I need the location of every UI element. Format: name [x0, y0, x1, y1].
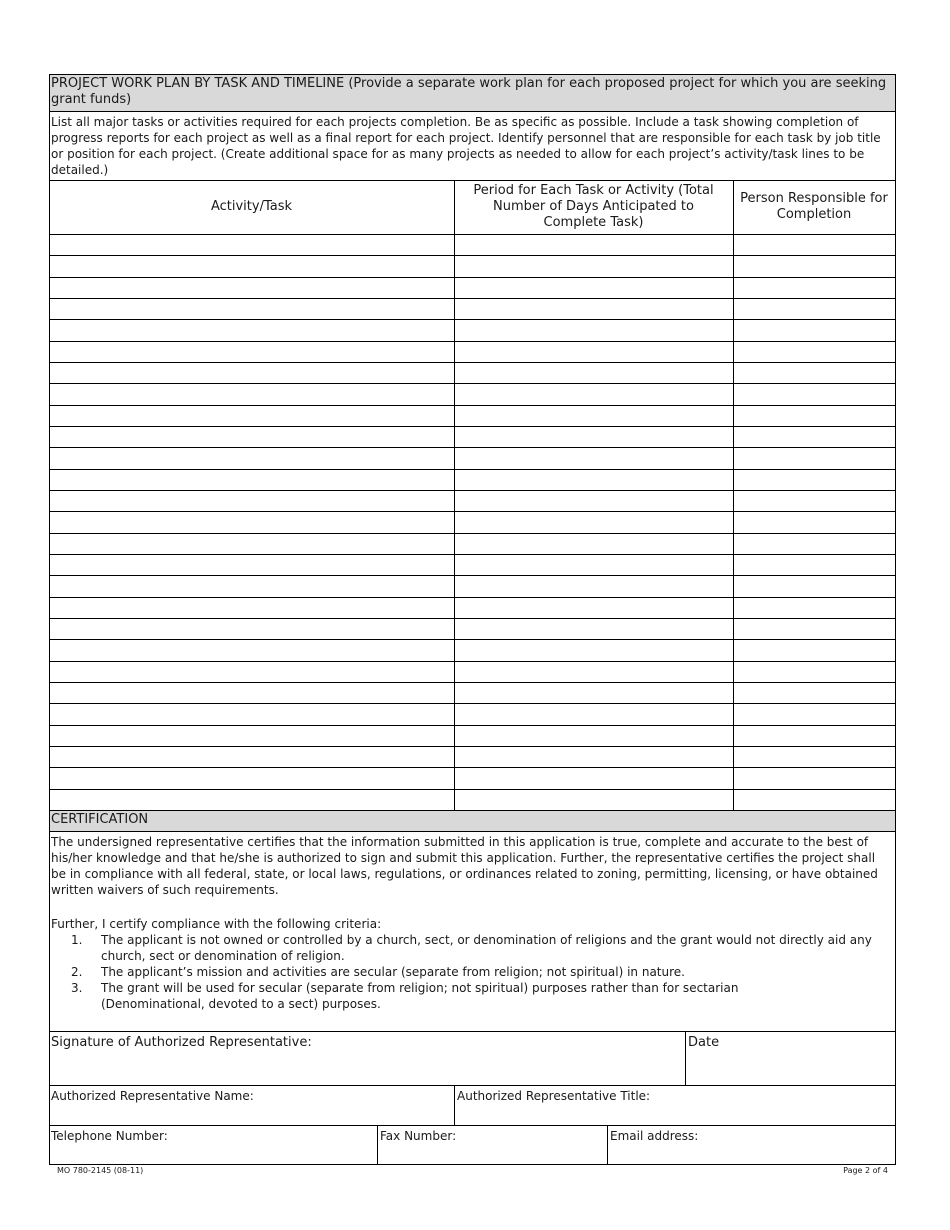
activity-cell[interactable]	[50, 576, 454, 596]
activity-cell[interactable]	[50, 384, 454, 404]
period-cell[interactable]	[455, 470, 733, 490]
person-cell[interactable]	[734, 640, 895, 660]
activity-cell[interactable]	[50, 406, 454, 426]
row-divider	[49, 469, 895, 470]
signature-bottom	[49, 1085, 896, 1086]
row-divider	[49, 341, 895, 342]
row-divider	[49, 618, 895, 619]
row-divider	[49, 597, 895, 598]
page-number: Page 2 of 4	[843, 1166, 888, 1175]
person-cell[interactable]	[734, 406, 895, 426]
activity-cell[interactable]	[50, 683, 454, 703]
criteria-intro: Further, I certify compliance with the following criteria:	[51, 917, 382, 931]
row-divider	[49, 405, 895, 406]
person-cell[interactable]	[734, 598, 895, 618]
column-header-activity: Activity/Task	[210, 199, 293, 214]
row-divider	[49, 255, 895, 256]
person-cell[interactable]	[734, 768, 895, 788]
row-divider	[49, 746, 895, 747]
period-cell[interactable]	[455, 235, 733, 255]
row-divider	[49, 639, 895, 640]
row-divider	[49, 554, 895, 555]
person-cell[interactable]	[734, 726, 895, 746]
activity-cell[interactable]	[50, 491, 454, 511]
row-divider	[49, 511, 895, 512]
row-divider	[49, 362, 895, 363]
period-cell[interactable]	[455, 598, 733, 618]
border-top	[49, 74, 896, 75]
criteria-text: The applicant is not owned or controlled by a church, sect, or denomination of religions and the grant would not directly aid any church, sect or denomination of religion.	[101, 933, 872, 963]
form-id: MO 780-2145 (08-11)	[57, 1166, 144, 1175]
certification-paragraph: The undersigned representative certifies that the information submitted in this application is true, complete and accurate to the best of his/her knowledge and that he/she is authorized to sign and submit this application. Further, the representative certifies the project shall be in compliance with all federal, state, or local laws, regulations, or ordinances related to zoning, permitting, licensing, or have obtained written waivers of such requirements.	[51, 835, 878, 897]
period-cell[interactable]	[455, 363, 733, 383]
activity-cell[interactable]	[50, 534, 454, 554]
person-cell[interactable]	[734, 491, 895, 511]
period-cell[interactable]	[455, 342, 733, 362]
border-bottom	[49, 1164, 896, 1165]
person-cell[interactable]	[734, 704, 895, 724]
activity-cell[interactable]	[50, 278, 454, 298]
row-divider	[49, 383, 895, 384]
fax-label: Fax Number:	[380, 1129, 457, 1143]
period-cell[interactable]	[455, 491, 733, 511]
criteria-text: The applicant’s mission and activities are secular (separate from religion; not spiritual) in nature.	[101, 965, 685, 979]
person-cell[interactable]	[734, 342, 895, 362]
row-divider	[49, 789, 895, 790]
person-cell[interactable]	[734, 470, 895, 490]
person-cell[interactable]	[734, 512, 895, 532]
row-divider	[49, 725, 895, 726]
person-cell[interactable]	[734, 747, 895, 767]
criteria-item	[51, 932, 889, 964]
period-cell[interactable]	[455, 768, 733, 788]
activity-cell[interactable]	[50, 598, 454, 618]
activity-cell[interactable]	[50, 555, 454, 575]
activity-cell[interactable]	[50, 448, 454, 468]
period-cell[interactable]	[455, 427, 733, 447]
period-cell[interactable]	[455, 299, 733, 319]
activity-cell[interactable]	[50, 427, 454, 447]
email-label: Email address:	[610, 1129, 699, 1143]
rep-title-field[interactable]	[455, 1086, 894, 1125]
activity-cell[interactable]	[50, 235, 454, 255]
email-field[interactable]	[608, 1126, 894, 1164]
activity-cell[interactable]	[50, 768, 454, 788]
person-cell[interactable]	[734, 576, 895, 596]
person-cell[interactable]	[734, 534, 895, 554]
name-bottom	[49, 1125, 896, 1126]
work-plan-instructions: List all major tasks or activities required for each projects completion. Be as specific as possible. Include a task showing completion of progress reports for each project as well as a final report for each project. Identify personnel that are responsible for each task by job title or position for each project. (Create additional space for as many projects as needed to allow for each project’s activity/task lines to be detailed.)	[51, 115, 881, 177]
row-divider	[49, 767, 895, 768]
row-divider	[49, 575, 895, 576]
person-cell[interactable]	[734, 790, 895, 810]
period-cell[interactable]	[455, 726, 733, 746]
header-divider	[49, 234, 896, 235]
signature-field[interactable]	[50, 1032, 685, 1085]
certification-top	[49, 810, 896, 811]
fax-divider	[377, 1125, 378, 1165]
person-cell[interactable]	[734, 278, 895, 298]
column-divider-2	[733, 180, 734, 811]
signature-top	[49, 1031, 896, 1032]
row-divider	[49, 682, 895, 683]
period-cell[interactable]	[455, 619, 733, 639]
person-cell[interactable]	[734, 427, 895, 447]
activity-cell[interactable]	[50, 790, 454, 810]
activity-cell[interactable]	[50, 299, 454, 319]
column-divider-1	[454, 180, 455, 811]
criteria-item	[51, 980, 889, 1012]
activity-cell[interactable]	[50, 704, 454, 724]
column-header-period: Period for Each Task or Activity (Total Number of Days Anticipated to Complete Task)	[473, 183, 714, 230]
row-divider	[49, 533, 895, 534]
date-divider	[685, 1031, 686, 1086]
certification-heading-divider	[49, 831, 896, 832]
period-cell[interactable]	[455, 278, 733, 298]
activity-cell[interactable]	[50, 662, 454, 682]
row-divider	[49, 277, 895, 278]
row-divider	[49, 703, 895, 704]
telephone-field[interactable]	[50, 1126, 377, 1164]
period-cell[interactable]	[455, 683, 733, 703]
person-cell[interactable]	[734, 320, 895, 340]
activity-cell[interactable]	[50, 747, 454, 767]
activity-cell[interactable]	[50, 342, 454, 362]
period-cell[interactable]	[455, 747, 733, 767]
criteria-list	[51, 932, 889, 1012]
person-cell[interactable]	[734, 619, 895, 639]
period-cell[interactable]	[455, 555, 733, 575]
person-cell[interactable]	[734, 662, 895, 682]
date-field[interactable]	[686, 1032, 894, 1085]
row-divider	[49, 426, 895, 427]
signature-label: Signature of Authorized Representative:	[51, 1035, 312, 1050]
activity-cell[interactable]	[50, 320, 454, 340]
rep-name-label: Authorized Representative Name:	[51, 1089, 254, 1103]
person-cell[interactable]	[734, 448, 895, 468]
period-cell[interactable]	[455, 256, 733, 276]
row-divider	[49, 298, 895, 299]
period-cell[interactable]	[455, 406, 733, 426]
period-cell[interactable]	[455, 640, 733, 660]
rep-title-label: Authorized Representative Title:	[457, 1089, 651, 1103]
fax-field[interactable]	[378, 1126, 607, 1164]
period-cell[interactable]	[455, 320, 733, 340]
title-divider	[454, 1085, 455, 1125]
person-cell[interactable]	[734, 235, 895, 255]
date-label: Date	[688, 1035, 720, 1050]
person-cell[interactable]	[734, 555, 895, 575]
period-cell[interactable]	[455, 384, 733, 404]
period-cell[interactable]	[455, 448, 733, 468]
column-header-person: Person Responsible for Completion	[740, 191, 888, 222]
email-divider	[607, 1125, 608, 1165]
criteria-number: 3.	[71, 981, 83, 995]
activity-cell[interactable]	[50, 619, 454, 639]
period-cell[interactable]	[455, 576, 733, 596]
rep-name-field[interactable]	[50, 1086, 454, 1125]
criteria-text: The grant will be used for secular (separate from religion; not spiritual) purposes rather than for sectarian (Denominational, devoted to a sect) purposes.	[101, 981, 739, 1011]
person-cell[interactable]	[734, 363, 895, 383]
criteria-number: 2.	[71, 965, 83, 979]
period-cell[interactable]	[455, 534, 733, 554]
period-cell[interactable]	[455, 662, 733, 682]
row-divider	[49, 661, 895, 662]
person-cell[interactable]	[734, 683, 895, 703]
criteria-item	[51, 964, 889, 980]
activity-cell[interactable]	[50, 512, 454, 532]
activity-cell[interactable]	[50, 470, 454, 490]
certification-heading-band	[49, 810, 895, 831]
heading-divider	[49, 111, 896, 112]
person-cell[interactable]	[734, 256, 895, 276]
activity-cell[interactable]	[50, 726, 454, 746]
period-cell[interactable]	[455, 512, 733, 532]
row-divider	[49, 319, 895, 320]
activity-cell[interactable]	[50, 363, 454, 383]
certification-heading: CERTIFICATION	[51, 812, 149, 827]
activity-cell[interactable]	[50, 640, 454, 660]
work-plan-heading: PROJECT WORK PLAN BY TASK AND TIMELINE (Provide a separate work plan for each proposed project for which you are seeking grant funds)	[51, 76, 887, 107]
border-left	[49, 74, 50, 1165]
period-cell[interactable]	[455, 790, 733, 810]
person-cell[interactable]	[734, 384, 895, 404]
person-cell[interactable]	[734, 299, 895, 319]
period-cell[interactable]	[455, 704, 733, 724]
activity-cell[interactable]	[50, 256, 454, 276]
row-divider	[49, 447, 895, 448]
border-right	[895, 74, 896, 1165]
telephone-label: Telephone Number:	[51, 1129, 168, 1143]
row-divider	[49, 490, 895, 491]
criteria-number: 1.	[71, 933, 83, 947]
instructions-divider	[49, 180, 896, 181]
